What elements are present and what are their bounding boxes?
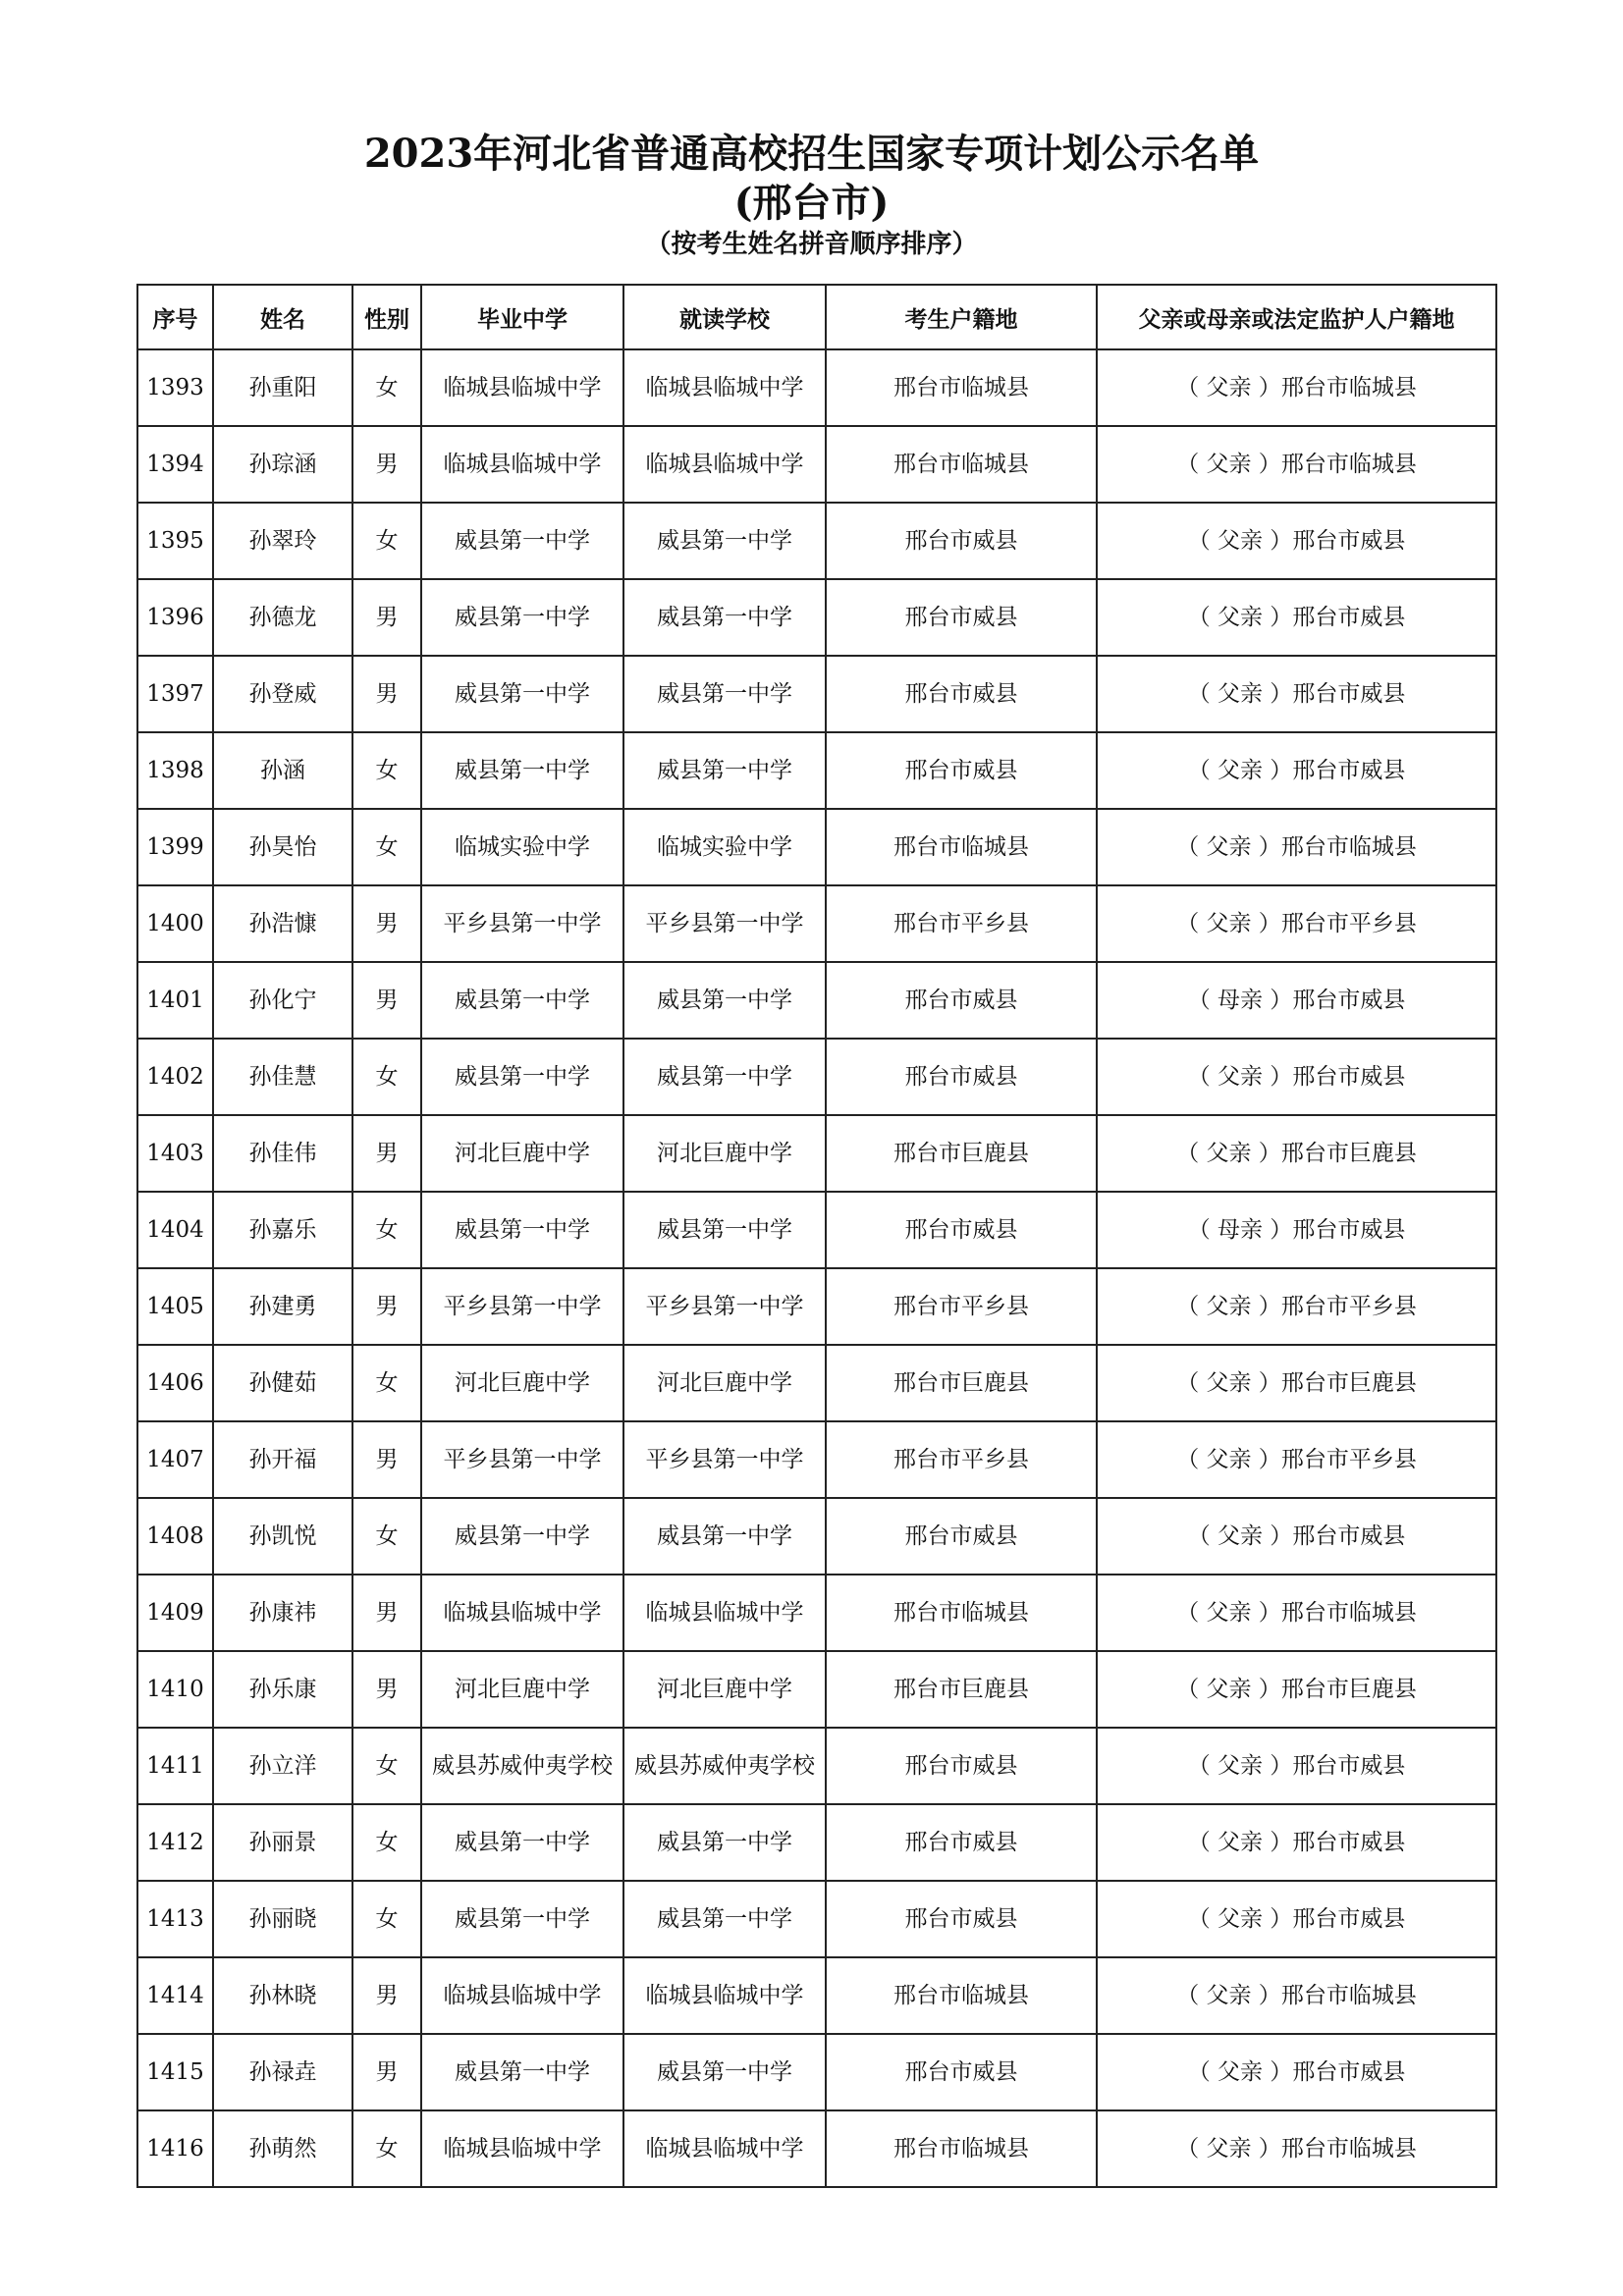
cell-name: 孙健茹	[213, 1345, 352, 1421]
cell-hukou: 邢台市平乡县	[826, 1268, 1097, 1345]
guardian-relation: （ 父亲 ）	[1176, 1141, 1281, 1166]
table-row	[137, 962, 1496, 1039]
cell-study-school: 临城县临城中学	[623, 349, 826, 426]
cell-guardian-hukou	[1097, 349, 1496, 426]
cell-grad-school: 临城实验中学	[421, 809, 623, 885]
guardian-place: 邢台市临城县	[1280, 2136, 1417, 2162]
cell-gender: 男	[352, 885, 421, 962]
cell-study-school: 威县第一中学	[623, 503, 826, 579]
cell-name: 孙重阳	[213, 349, 352, 426]
guardian-relation: （ 父亲 ）	[1187, 1753, 1293, 1779]
guardian-place: 邢台市威县	[1292, 2059, 1406, 2085]
cell-seq: 1397	[137, 656, 213, 732]
header-study-school: 就读学校	[623, 285, 826, 349]
table-row	[137, 2034, 1496, 2110]
cell-seq: 1415	[137, 2034, 213, 2110]
guardian-relation: （ 父亲 ）	[1187, 758, 1293, 783]
cell-name: 孙立洋	[213, 1728, 352, 1804]
cell-study-school: 临城县临城中学	[623, 1957, 826, 2034]
cell-guardian-hukou	[1097, 1728, 1496, 1804]
guardian-place: 邢台市巨鹿县	[1280, 1141, 1417, 1166]
table-row	[137, 1421, 1496, 1498]
cell-gender: 男	[352, 1268, 421, 1345]
cell-grad-school: 威县第一中学	[421, 1039, 623, 1115]
cell-name: 孙禄垚	[213, 2034, 352, 2110]
header-guardian-hukou: 父亲或母亲或法定监护人户籍地	[1097, 285, 1496, 349]
guardian-relation: （ 父亲 ）	[1187, 1906, 1293, 1932]
cell-name: 孙开福	[213, 1421, 352, 1498]
cell-guardian-hukou	[1097, 579, 1496, 656]
table-row	[137, 1268, 1496, 1345]
guardian-relation: （ 父亲 ）	[1187, 2059, 1293, 2085]
header-gender: 性别	[352, 285, 421, 349]
guardian-place: 邢台市巨鹿县	[1280, 1370, 1417, 1396]
cell-guardian-hukou	[1097, 885, 1496, 962]
cell-name: 孙丽景	[213, 1804, 352, 1881]
cell-study-school: 河北巨鹿中学	[623, 1651, 826, 1728]
guardian-place: 邢台市威县	[1292, 1753, 1406, 1779]
cell-gender: 女	[352, 1039, 421, 1115]
cell-guardian-hukou	[1097, 962, 1496, 1039]
cell-seq: 1404	[137, 1192, 213, 1268]
cell-gender: 男	[352, 1115, 421, 1192]
cell-gender: 男	[352, 426, 421, 503]
cell-seq: 1405	[137, 1268, 213, 1345]
guardian-relation: （ 父亲 ）	[1176, 1600, 1281, 1626]
guardian-relation: （ 父亲 ）	[1176, 375, 1281, 400]
cell-seq: 1393	[137, 349, 213, 426]
cell-grad-school: 威县第一中学	[421, 503, 623, 579]
guardian-place: 邢台市平乡县	[1280, 1447, 1417, 1472]
guardian-relation: （ 父亲 ）	[1176, 2136, 1281, 2162]
cell-hukou: 邢台市威县	[826, 1192, 1097, 1268]
cell-seq: 1411	[137, 1728, 213, 1804]
cell-seq: 1406	[137, 1345, 213, 1421]
cell-study-school: 威县第一中学	[623, 1192, 826, 1268]
guardian-relation: （ 父亲 ）	[1187, 605, 1293, 630]
table-row	[137, 732, 1496, 809]
cell-grad-school: 威县第一中学	[421, 1498, 623, 1575]
cell-guardian-hukou	[1097, 2110, 1496, 2187]
document-title: 2023年河北省普通高校招生国家专项计划公示名单	[363, 131, 1260, 177]
cell-name: 孙化宁	[213, 962, 352, 1039]
guardian-relation: （ 母亲 ）	[1187, 988, 1293, 1013]
guardian-place: 邢台市威县	[1292, 1830, 1406, 1855]
cell-study-school: 威县苏威仲夷学校	[623, 1728, 826, 1804]
guardian-relation: （ 父亲 ）	[1176, 1677, 1281, 1702]
table-body	[137, 349, 1496, 2187]
guardian-relation: （ 父亲 ）	[1187, 1830, 1293, 1855]
cell-hukou: 邢台市威县	[826, 1039, 1097, 1115]
guardian-place: 邢台市平乡县	[1280, 911, 1417, 936]
cell-grad-school: 威县苏威仲夷学校	[421, 1728, 623, 1804]
cell-seq: 1414	[137, 1957, 213, 2034]
guardian-place: 邢台市威县	[1292, 605, 1406, 630]
cell-guardian-hukou	[1097, 426, 1496, 503]
guardian-place: 邢台市临城县	[1280, 375, 1417, 400]
table-row	[137, 1881, 1496, 1957]
cell-gender: 女	[352, 1804, 421, 1881]
cell-hukou: 邢台市临城县	[826, 1575, 1097, 1651]
cell-name: 孙登威	[213, 656, 352, 732]
cell-seq: 1403	[137, 1115, 213, 1192]
cell-study-school: 平乡县第一中学	[623, 885, 826, 962]
cell-study-school: 威县第一中学	[623, 1881, 826, 1957]
table-header-row	[137, 285, 1496, 349]
cell-study-school: 河北巨鹿中学	[623, 1345, 826, 1421]
table-row	[137, 1345, 1496, 1421]
guardian-place: 邢台市威县	[1292, 1523, 1406, 1549]
cell-guardian-hukou	[1097, 1804, 1496, 1881]
table-row	[137, 1957, 1496, 2034]
cell-name: 孙林晓	[213, 1957, 352, 2034]
cell-seq: 1399	[137, 809, 213, 885]
cell-guardian-hukou	[1097, 1421, 1496, 1498]
guardian-relation: （ 父亲 ）	[1187, 681, 1293, 707]
header-grad-school: 毕业中学	[421, 285, 623, 349]
cell-grad-school: 河北巨鹿中学	[421, 1651, 623, 1728]
cell-seq: 1409	[137, 1575, 213, 1651]
cell-grad-school: 临城县临城中学	[421, 1957, 623, 2034]
cell-gender: 女	[352, 503, 421, 579]
cell-hukou: 邢台市威县	[826, 579, 1097, 656]
guardian-place: 邢台市威县	[1292, 1217, 1406, 1243]
cell-name: 孙琮涵	[213, 426, 352, 503]
cell-gender: 女	[352, 732, 421, 809]
cell-hukou: 邢台市威县	[826, 732, 1097, 809]
cell-grad-school: 威县第一中学	[421, 1881, 623, 1957]
guardian-relation: （ 父亲 ）	[1176, 1294, 1281, 1319]
cell-study-school: 临城实验中学	[623, 809, 826, 885]
cell-guardian-hukou	[1097, 1575, 1496, 1651]
cell-name: 孙德龙	[213, 579, 352, 656]
cell-hukou: 邢台市巨鹿县	[826, 1115, 1097, 1192]
table-row	[137, 885, 1496, 962]
cell-hukou: 邢台市威县	[826, 962, 1097, 1039]
cell-name: 孙涵	[213, 732, 352, 809]
cell-guardian-hukou	[1097, 1192, 1496, 1268]
guardian-relation: （ 父亲 ）	[1176, 834, 1281, 860]
guardian-place: 邢台市巨鹿县	[1280, 1677, 1417, 1702]
cell-study-school: 平乡县第一中学	[623, 1421, 826, 1498]
cell-grad-school: 河北巨鹿中学	[421, 1115, 623, 1192]
cell-hukou: 邢台市威县	[826, 503, 1097, 579]
cell-gender: 女	[352, 2110, 421, 2187]
header-hukou: 考生户籍地	[826, 285, 1097, 349]
cell-name: 孙嘉乐	[213, 1192, 352, 1268]
cell-hukou: 邢台市威县	[826, 2034, 1097, 2110]
roster-table	[136, 284, 1497, 2188]
cell-grad-school: 临城县临城中学	[421, 1575, 623, 1651]
cell-hukou: 邢台市威县	[826, 1881, 1097, 1957]
cell-name: 孙佳慧	[213, 1039, 352, 1115]
cell-grad-school: 临城县临城中学	[421, 426, 623, 503]
cell-hukou: 邢台市临城县	[826, 426, 1097, 503]
cell-gender: 男	[352, 1575, 421, 1651]
cell-gender: 女	[352, 349, 421, 426]
cell-guardian-hukou	[1097, 1268, 1496, 1345]
table-row	[137, 1728, 1496, 1804]
guardian-place: 邢台市临城县	[1280, 1600, 1417, 1626]
cell-name: 孙浩慷	[213, 885, 352, 962]
cell-grad-school: 临城县临城中学	[421, 2110, 623, 2187]
cell-study-school: 威县第一中学	[623, 656, 826, 732]
cell-gender: 男	[352, 579, 421, 656]
document-subtitle-city: (邢台市)	[733, 180, 890, 226]
document-sort-note: （按考生姓名拼音顺序排序）	[645, 230, 978, 259]
guardian-place: 邢台市威县	[1292, 988, 1406, 1013]
cell-guardian-hukou	[1097, 732, 1496, 809]
cell-name: 孙翠玲	[213, 503, 352, 579]
cell-seq: 1408	[137, 1498, 213, 1575]
guardian-relation: （ 父亲 ）	[1176, 911, 1281, 936]
cell-grad-school: 威县第一中学	[421, 1192, 623, 1268]
guardian-place: 邢台市临城县	[1280, 834, 1417, 860]
guardian-place: 邢台市威县	[1292, 1906, 1406, 1932]
guardian-relation: （ 父亲 ）	[1176, 1370, 1281, 1396]
cell-guardian-hukou	[1097, 1881, 1496, 1957]
cell-gender: 女	[352, 1728, 421, 1804]
cell-name: 孙萌然	[213, 2110, 352, 2187]
cell-name: 孙昊怡	[213, 809, 352, 885]
guardian-place: 邢台市威县	[1292, 528, 1406, 554]
cell-name: 孙乐康	[213, 1651, 352, 1728]
cell-name: 孙建勇	[213, 1268, 352, 1345]
table-row	[137, 809, 1496, 885]
cell-guardian-hukou	[1097, 503, 1496, 579]
cell-hukou: 邢台市巨鹿县	[826, 1651, 1097, 1728]
guardian-place: 邢台市威县	[1292, 758, 1406, 783]
table-row	[137, 1115, 1496, 1192]
cell-grad-school: 威县第一中学	[421, 962, 623, 1039]
cell-hukou: 邢台市平乡县	[826, 1421, 1097, 1498]
table-row	[137, 1804, 1496, 1881]
cell-gender: 女	[352, 809, 421, 885]
cell-hukou: 邢台市临城县	[826, 2110, 1097, 2187]
cell-study-school: 威县第一中学	[623, 732, 826, 809]
cell-grad-school: 威县第一中学	[421, 656, 623, 732]
cell-gender: 男	[352, 962, 421, 1039]
cell-guardian-hukou	[1097, 1498, 1496, 1575]
cell-hukou: 邢台市临城县	[826, 349, 1097, 426]
table-row	[137, 1498, 1496, 1575]
guardian-relation: （ 母亲 ）	[1187, 1217, 1293, 1243]
cell-gender: 男	[352, 2034, 421, 2110]
table-row	[137, 579, 1496, 656]
table-row	[137, 426, 1496, 503]
cell-study-school: 河北巨鹿中学	[623, 1115, 826, 1192]
cell-seq: 1402	[137, 1039, 213, 1115]
cell-gender: 女	[352, 1345, 421, 1421]
cell-gender: 女	[352, 1498, 421, 1575]
guardian-relation: （ 父亲 ）	[1187, 1523, 1293, 1549]
table-row	[137, 1192, 1496, 1268]
cell-grad-school: 威县第一中学	[421, 732, 623, 809]
cell-study-school: 临城县临城中学	[623, 1575, 826, 1651]
header-name: 姓名	[213, 285, 352, 349]
cell-grad-school: 平乡县第一中学	[421, 1268, 623, 1345]
guardian-relation: （ 父亲 ）	[1176, 1983, 1281, 2008]
cell-gender: 女	[352, 1192, 421, 1268]
cell-name: 孙佳伟	[213, 1115, 352, 1192]
cell-hukou: 邢台市临城县	[826, 809, 1097, 885]
guardian-relation: （ 父亲 ）	[1187, 1064, 1293, 1090]
cell-study-school: 威县第一中学	[623, 1804, 826, 1881]
table-row	[137, 503, 1496, 579]
cell-seq: 1413	[137, 1881, 213, 1957]
cell-gender: 男	[352, 1957, 421, 2034]
cell-study-school: 威县第一中学	[623, 1498, 826, 1575]
table-row	[137, 1039, 1496, 1115]
cell-guardian-hukou	[1097, 2034, 1496, 2110]
cell-guardian-hukou	[1097, 656, 1496, 732]
guardian-place: 邢台市平乡县	[1280, 1294, 1417, 1319]
cell-grad-school: 临城县临城中学	[421, 349, 623, 426]
cell-study-school: 威县第一中学	[623, 2034, 826, 2110]
cell-grad-school: 威县第一中学	[421, 579, 623, 656]
table-row	[137, 349, 1496, 426]
cell-grad-school: 平乡县第一中学	[421, 1421, 623, 1498]
cell-guardian-hukou	[1097, 1651, 1496, 1728]
cell-gender: 女	[352, 1881, 421, 1957]
cell-seq: 1400	[137, 885, 213, 962]
cell-seq: 1398	[137, 732, 213, 809]
cell-name: 孙康祎	[213, 1575, 352, 1651]
cell-study-school: 威县第一中学	[623, 1039, 826, 1115]
guardian-place: 邢台市临城县	[1280, 1983, 1417, 2008]
cell-gender: 男	[352, 1421, 421, 1498]
cell-hukou: 邢台市巨鹿县	[826, 1345, 1097, 1421]
cell-gender: 男	[352, 656, 421, 732]
cell-study-school: 威县第一中学	[623, 962, 826, 1039]
cell-guardian-hukou	[1097, 1345, 1496, 1421]
cell-grad-school: 威县第一中学	[421, 1804, 623, 1881]
cell-guardian-hukou	[1097, 809, 1496, 885]
cell-guardian-hukou	[1097, 1957, 1496, 2034]
cell-guardian-hukou	[1097, 1039, 1496, 1115]
cell-study-school: 平乡县第一中学	[623, 1268, 826, 1345]
cell-seq: 1395	[137, 503, 213, 579]
cell-hukou: 邢台市威县	[826, 1804, 1097, 1881]
cell-grad-school: 河北巨鹿中学	[421, 1345, 623, 1421]
guardian-place: 邢台市临城县	[1280, 452, 1417, 477]
table-row	[137, 1651, 1496, 1728]
cell-study-school: 临城县临城中学	[623, 2110, 826, 2187]
table-row	[137, 1575, 1496, 1651]
cell-seq: 1394	[137, 426, 213, 503]
cell-grad-school: 威县第一中学	[421, 2034, 623, 2110]
cell-seq: 1410	[137, 1651, 213, 1728]
table-row	[137, 656, 1496, 732]
guardian-relation: （ 父亲 ）	[1176, 452, 1281, 477]
cell-hukou: 邢台市威县	[826, 656, 1097, 732]
cell-seq: 1407	[137, 1421, 213, 1498]
guardian-relation: （ 父亲 ）	[1187, 528, 1293, 554]
guardian-place: 邢台市威县	[1292, 1064, 1406, 1090]
cell-name: 孙凯悦	[213, 1498, 352, 1575]
table-row	[137, 2110, 1496, 2187]
cell-guardian-hukou	[1097, 1115, 1496, 1192]
cell-name: 孙丽晓	[213, 1881, 352, 1957]
cell-seq: 1396	[137, 579, 213, 656]
guardian-place: 邢台市威县	[1292, 681, 1406, 707]
guardian-relation: （ 父亲 ）	[1176, 1447, 1281, 1472]
cell-seq: 1412	[137, 1804, 213, 1881]
cell-study-school: 临城县临城中学	[623, 426, 826, 503]
cell-gender: 男	[352, 1651, 421, 1728]
cell-study-school: 威县第一中学	[623, 579, 826, 656]
header-seq: 序号	[137, 285, 213, 349]
cell-grad-school: 平乡县第一中学	[421, 885, 623, 962]
cell-seq: 1401	[137, 962, 213, 1039]
cell-hukou: 邢台市临城县	[826, 1957, 1097, 2034]
cell-seq: 1416	[137, 2110, 213, 2187]
cell-hukou: 邢台市威县	[826, 1498, 1097, 1575]
cell-hukou: 邢台市平乡县	[826, 885, 1097, 962]
cell-hukou: 邢台市威县	[826, 1728, 1097, 1804]
